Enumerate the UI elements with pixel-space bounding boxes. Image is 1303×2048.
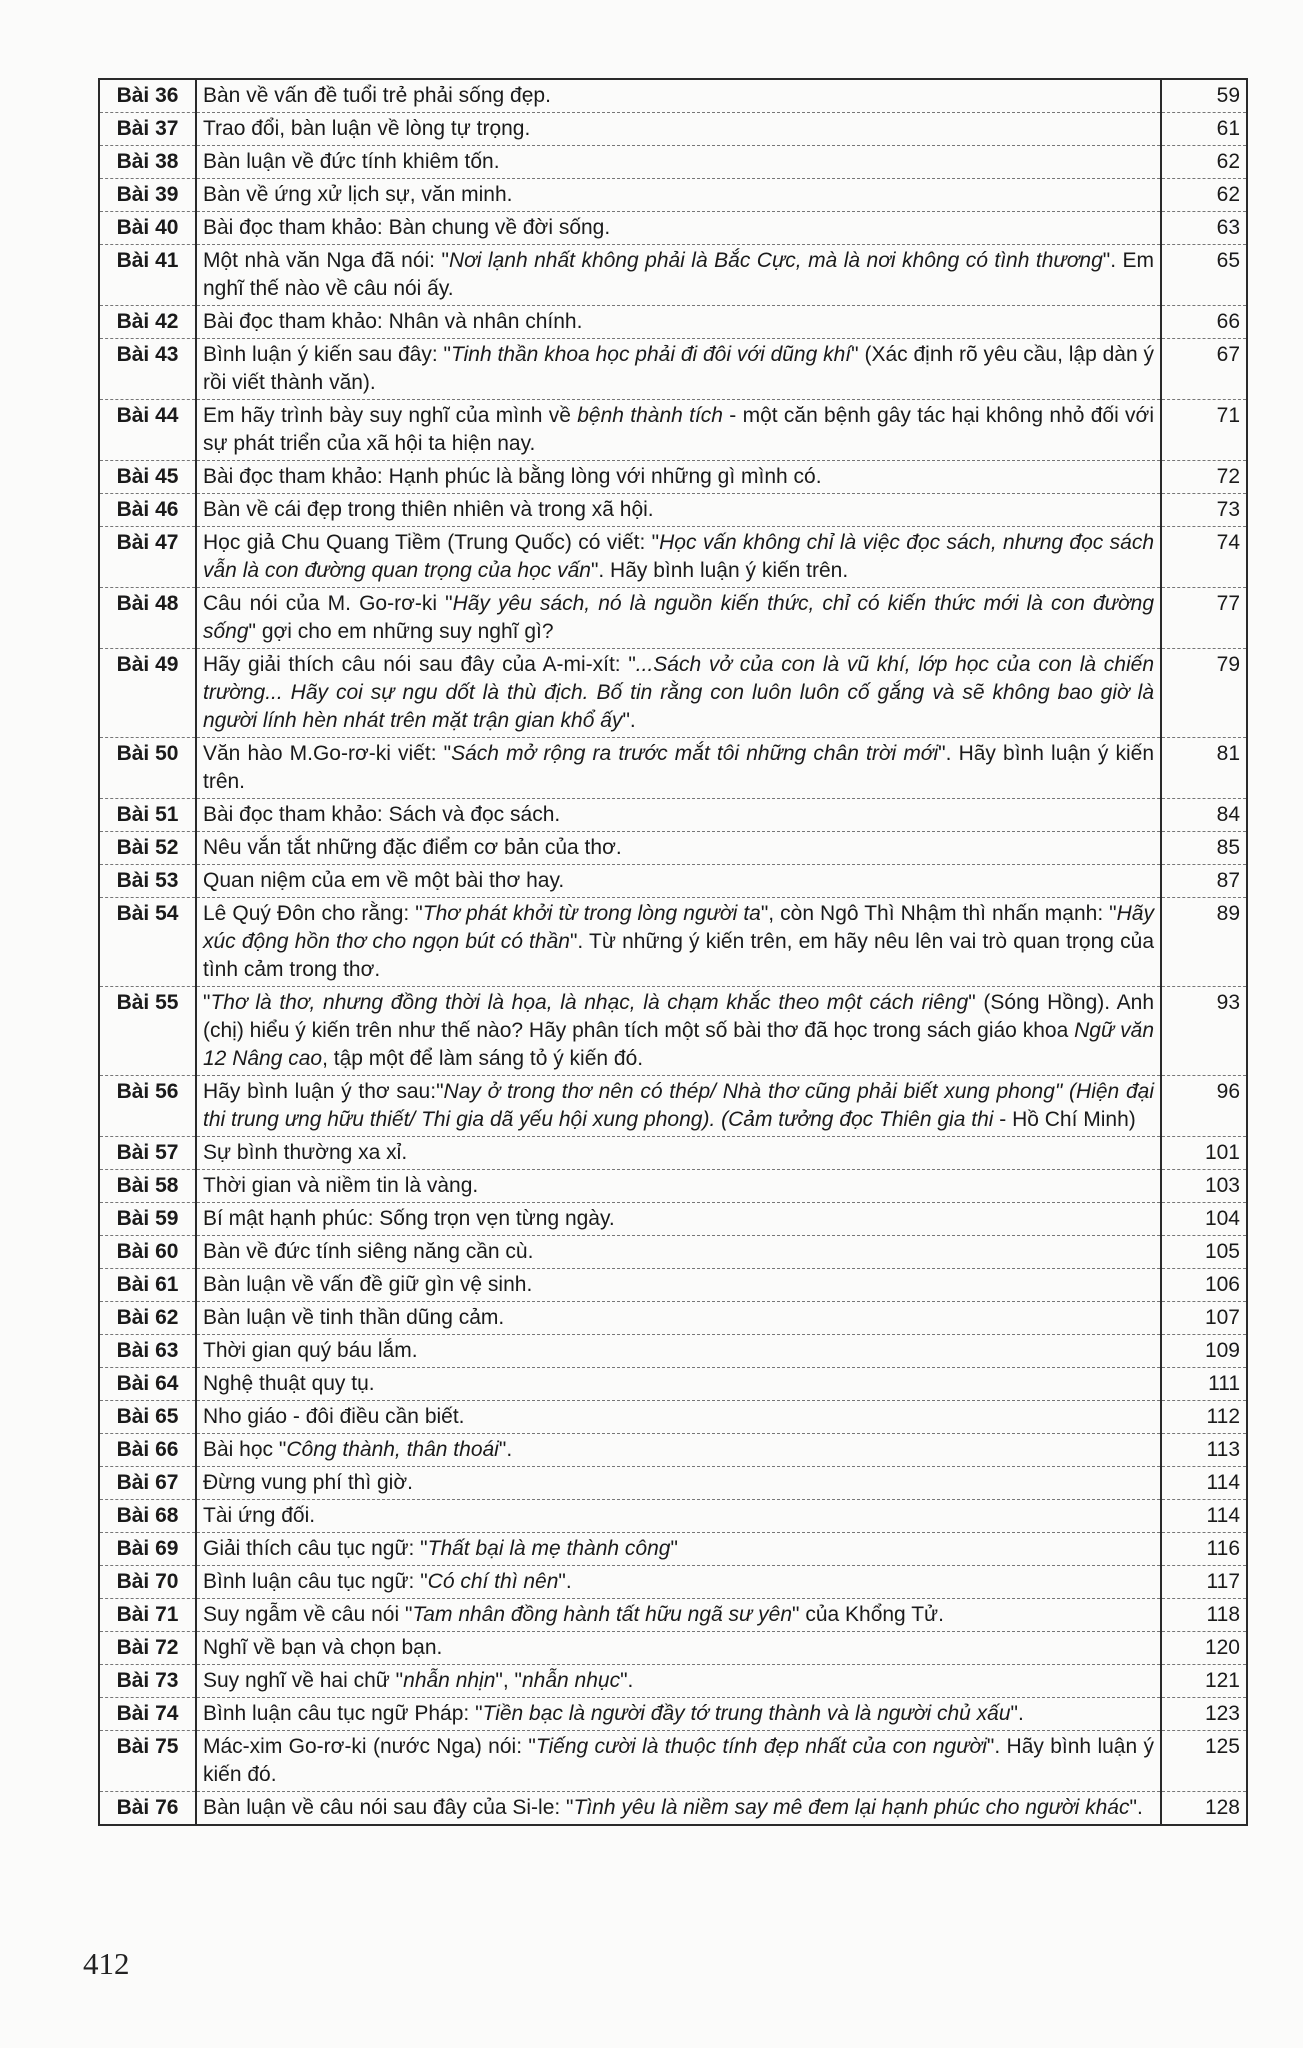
lesson-page: 114 xyxy=(1161,1467,1247,1500)
lesson-number: Bài 51 xyxy=(99,799,196,832)
lesson-page: 116 xyxy=(1161,1533,1247,1566)
title-text-part: ". Hãy bình luận ý kiến đó. xyxy=(203,1735,1154,1786)
lesson-title xyxy=(196,212,1161,245)
title-text-part: Bình luận câu tục ngữ Pháp: " xyxy=(203,1702,483,1725)
lesson-number: Bài 41 xyxy=(99,245,196,306)
lesson-title xyxy=(196,1368,1161,1401)
title-text-part: Bài đọc tham khảo: Sách và đọc sách. xyxy=(203,803,561,826)
title-italic-part: Tam nhân đồng hành tất hữu ngã sư yên xyxy=(412,1603,793,1626)
lesson-page: 62 xyxy=(1161,146,1247,179)
title-text-part: Thời gian quý báu lắm. xyxy=(203,1339,418,1362)
title-italic-part: Tiếng cười là thuộc tính đẹp nhất của con người xyxy=(535,1735,987,1758)
title-text-part: Suy ngẫm về câu nói " xyxy=(203,1603,413,1626)
title-text-part: Bàn luận về đức tính khiêm tốn. xyxy=(203,150,500,173)
title-italic-part: Tình yêu là niềm say mê đem lại hạnh phúc cho người khác xyxy=(573,1796,1130,1819)
lesson-number: Bài 47 xyxy=(99,527,196,588)
lesson-title xyxy=(196,1731,1161,1792)
lesson-page: 59 xyxy=(1161,79,1247,113)
lesson-number: Bài 68 xyxy=(99,1500,196,1533)
title-text-part: , tập một để làm sáng tỏ ý kiến đó. xyxy=(322,1047,644,1070)
toc-row xyxy=(99,1731,1247,1792)
lesson-page: 101 xyxy=(1161,1137,1247,1170)
lesson-number: Bài 36 xyxy=(99,79,196,113)
lesson-page: 79 xyxy=(1161,649,1247,738)
lesson-title xyxy=(196,1467,1161,1500)
toc-row xyxy=(99,1500,1247,1533)
toc-row xyxy=(99,1792,1247,1826)
toc-row xyxy=(99,1170,1247,1203)
toc-row xyxy=(99,832,1247,865)
lesson-number: Bài 48 xyxy=(99,588,196,649)
lesson-number: Bài 45 xyxy=(99,461,196,494)
title-text-part: Sự bình thường xa xỉ. xyxy=(203,1141,408,1164)
lesson-number: Bài 69 xyxy=(99,1533,196,1566)
lesson-number: Bài 38 xyxy=(99,146,196,179)
toc-body xyxy=(99,79,1247,1825)
lesson-number: Bài 73 xyxy=(99,1665,196,1698)
title-text-part: Nêu vắn tắt những đặc điểm cơ bản của thơ. xyxy=(203,836,622,859)
lesson-title xyxy=(196,649,1161,738)
toc-row xyxy=(99,461,1247,494)
lesson-number: Bài 55 xyxy=(99,987,196,1076)
title-text-part: " gợi cho em những suy nghĩ gì? xyxy=(248,620,554,643)
lesson-page: 103 xyxy=(1161,1170,1247,1203)
toc-row xyxy=(99,1698,1247,1731)
toc-row xyxy=(99,494,1247,527)
title-text-part: Nho giáo - đôi điều cần biết. xyxy=(203,1405,465,1428)
title-text-part: ". xyxy=(498,1438,513,1461)
lesson-page: 112 xyxy=(1161,1401,1247,1434)
title-text-part: " xyxy=(203,991,211,1014)
title-italic-part: nhẫn nhục xyxy=(521,1669,621,1692)
title-text-part: Mác-xim Go-rơ-ki (nước Nga) nói: " xyxy=(203,1735,536,1758)
title-text-part: ". xyxy=(622,709,636,732)
title-italic-part: Có chí thì nên xyxy=(427,1570,559,1593)
lesson-page: 109 xyxy=(1161,1335,1247,1368)
lesson-page: 117 xyxy=(1161,1566,1247,1599)
toc-row xyxy=(99,799,1247,832)
lesson-number: Bài 59 xyxy=(99,1203,196,1236)
lesson-number: Bài 39 xyxy=(99,179,196,212)
title-text-part: Bàn luận về vấn đề giữ gìn vệ sinh. xyxy=(203,1273,533,1296)
lesson-title xyxy=(196,1269,1161,1302)
lesson-page: 84 xyxy=(1161,799,1247,832)
title-italic-part: Học vấn không chỉ là việc đọc sách, nhưng đọc sách vẫn là con đường quan trọng của học vấn xyxy=(203,531,1154,582)
title-text-part: Hãy bình luận ý thơ sau:" xyxy=(203,1080,444,1103)
lesson-number: Bài 54 xyxy=(99,898,196,987)
lesson-number: Bài 71 xyxy=(99,1599,196,1632)
toc-row xyxy=(99,179,1247,212)
lesson-page: 72 xyxy=(1161,461,1247,494)
title-italic-part: Nơi lạnh nhất không phải là Bắc Cực, mà là nơi không có tình thương xyxy=(448,249,1103,272)
toc-row xyxy=(99,400,1247,461)
title-text-part: Bí mật hạnh phúc: Sống trọn vẹn từng ngày. xyxy=(203,1207,615,1230)
lesson-title xyxy=(196,113,1161,146)
lesson-title xyxy=(196,400,1161,461)
toc-row xyxy=(99,1302,1247,1335)
title-text-part: Đừng vung phí thì giờ. xyxy=(203,1471,413,1494)
lesson-page: 63 xyxy=(1161,212,1247,245)
lesson-number: Bài 61 xyxy=(99,1269,196,1302)
page-number: 412 xyxy=(83,1946,130,1981)
toc-row xyxy=(99,1632,1247,1665)
lesson-title xyxy=(196,987,1161,1076)
lesson-number: Bài 64 xyxy=(99,1368,196,1401)
title-text-part: Trao đổi, bàn luận về lòng tự trọng. xyxy=(203,117,531,140)
lesson-title xyxy=(196,79,1161,113)
lesson-number: Bài 62 xyxy=(99,1302,196,1335)
toc-row xyxy=(99,1269,1247,1302)
title-text-part: Nghệ thuật quy tụ. xyxy=(203,1372,375,1395)
title-italic-part: Thơ là thơ, nhưng đồng thời là họa, là nhạc, là chạm khắc theo một cách riêng xyxy=(210,991,969,1014)
title-text-part: Quan niệm của em về một bài thơ hay. xyxy=(203,869,565,892)
lesson-page: 121 xyxy=(1161,1665,1247,1698)
toc-row xyxy=(99,212,1247,245)
title-text-part: " của Khổng Tử. xyxy=(792,1603,944,1626)
title-text-part: ". xyxy=(558,1570,572,1593)
lesson-title xyxy=(196,1665,1161,1698)
title-italic-part: Tiền bạc là người đầy tớ trung thành và là người chủ xấu xyxy=(482,1702,1011,1725)
toc-row xyxy=(99,1236,1247,1269)
toc-row xyxy=(99,527,1247,588)
title-text-part: Bàn luận về tinh thần dũng cảm. xyxy=(203,1306,505,1329)
lesson-page: 114 xyxy=(1161,1500,1247,1533)
lesson-title xyxy=(196,1434,1161,1467)
lesson-page: 93 xyxy=(1161,987,1247,1076)
lesson-page: 118 xyxy=(1161,1599,1247,1632)
lesson-page: 67 xyxy=(1161,339,1247,400)
title-italic-part: Tinh thần khoa học phải đi đôi với dũng khí xyxy=(450,343,852,366)
lesson-page: 107 xyxy=(1161,1302,1247,1335)
lesson-number: Bài 60 xyxy=(99,1236,196,1269)
lesson-title xyxy=(196,1792,1161,1826)
title-text-part: ". Em nghĩ thế nào về câu nói ấy. xyxy=(203,249,1155,300)
lesson-number: Bài 53 xyxy=(99,865,196,898)
title-text-part: Tài ứng đối. xyxy=(203,1504,316,1527)
title-text-part: ", " xyxy=(495,1669,522,1692)
title-text-part: Thời gian và niềm tin là vàng. xyxy=(203,1174,479,1197)
lesson-page: 87 xyxy=(1161,865,1247,898)
title-text-part: ", còn Ngô Thì Nhậm thì nhấn mạnh: " xyxy=(760,902,1117,925)
lesson-page: 65 xyxy=(1161,245,1247,306)
lesson-page: 128 xyxy=(1161,1792,1247,1826)
lesson-title xyxy=(196,799,1161,832)
lesson-title xyxy=(196,1076,1161,1137)
title-text-part: " (Xác định rõ yêu cầu, lập dàn ý rồi viết thành văn). xyxy=(203,343,1154,394)
lesson-page: 66 xyxy=(1161,306,1247,339)
lesson-title xyxy=(196,738,1161,799)
lesson-page: 61 xyxy=(1161,113,1247,146)
lesson-number: Bài 76 xyxy=(99,1792,196,1826)
toc-row xyxy=(99,1434,1247,1467)
toc-row xyxy=(99,339,1247,400)
lesson-page: 77 xyxy=(1161,588,1247,649)
toc-row xyxy=(99,1599,1247,1632)
title-text-part: Văn hào M.Go-rơ-ki viết: " xyxy=(203,742,452,765)
lesson-title xyxy=(196,494,1161,527)
title-text-part: Bài đọc tham khảo: Bàn chung về đời sống. xyxy=(203,216,611,239)
title-text-part: Câu nói của M. Go-rơ-ki " xyxy=(203,592,453,615)
toc-row xyxy=(99,1368,1247,1401)
lesson-title xyxy=(196,1533,1161,1566)
title-text-part: Nghĩ về bạn và chọn bạn. xyxy=(203,1636,443,1659)
lesson-page: 73 xyxy=(1161,494,1247,527)
lesson-number: Bài 58 xyxy=(99,1170,196,1203)
title-text-part: Bài học " xyxy=(203,1438,287,1461)
toc-row xyxy=(99,1401,1247,1434)
title-italic-part: Thơ phát khởi từ trong lòng người ta xyxy=(422,902,761,925)
title-italic-part: bệnh thành tích xyxy=(577,404,723,427)
lesson-number: Bài 46 xyxy=(99,494,196,527)
title-italic-part: Hãy yêu sách, nó là nguồn kiến thức, chỉ có kiến thức mới là con đường sống xyxy=(203,592,1154,643)
toc-row xyxy=(99,1665,1247,1698)
lesson-page: 74 xyxy=(1161,527,1247,588)
toc-row xyxy=(99,146,1247,179)
lesson-title xyxy=(196,832,1161,865)
title-italic-part: ...Sách vở của con là vũ khí, lớp học của con là chiến trường... Hãy coi sự ngu dốt là thù địch. Bố tin rằng con luôn luôn cố gắng và sẽ không bao giờ là người lính hèn nhát trên mặt trận gian khổ ấy xyxy=(203,653,1155,732)
lesson-title xyxy=(196,1335,1161,1368)
toc-row xyxy=(99,588,1247,649)
title-italic-part: Hãy xúc động hồn thơ cho ngọn bút có thần xyxy=(203,902,1154,953)
lesson-page: 120 xyxy=(1161,1632,1247,1665)
lesson-title xyxy=(196,461,1161,494)
toc-row xyxy=(99,649,1247,738)
title-text-part: Bàn về cái đẹp trong thiên nhiên và trong xã hội. xyxy=(203,498,654,521)
lesson-number: Bài 74 xyxy=(99,1698,196,1731)
lesson-number: Bài 40 xyxy=(99,212,196,245)
lesson-page: 111 xyxy=(1161,1368,1247,1401)
lesson-title xyxy=(196,1401,1161,1434)
title-text-part: Bình luận ý kiến sau đây: " xyxy=(203,343,451,366)
toc-row xyxy=(99,79,1247,113)
lesson-page: 125 xyxy=(1161,1731,1247,1792)
title-text-part: Bài đọc tham khảo: Nhân và nhân chính. xyxy=(203,310,583,333)
toc-row xyxy=(99,1566,1247,1599)
toc-row xyxy=(99,1533,1247,1566)
title-italic-part: Ngữ văn 12 Nâng cao xyxy=(203,1019,1154,1070)
lesson-page: 104 xyxy=(1161,1203,1247,1236)
lesson-number: Bài 63 xyxy=(99,1335,196,1368)
title-text-part: Bàn về đức tính siêng năng cần cù. xyxy=(203,1240,534,1263)
lesson-number: Bài 67 xyxy=(99,1467,196,1500)
lesson-number: Bài 49 xyxy=(99,649,196,738)
lesson-number: Bài 75 xyxy=(99,1731,196,1792)
title-text-part: " xyxy=(670,1537,678,1560)
title-italic-part: Công thành, thân thoái xyxy=(286,1438,499,1461)
title-text-part: ". xyxy=(1010,1702,1024,1725)
toc-row xyxy=(99,1137,1247,1170)
toc-row xyxy=(99,738,1247,799)
title-text-part: Bàn về vấn đề tuổi trẻ phải sống đẹp. xyxy=(203,84,551,107)
lesson-page: 62 xyxy=(1161,179,1247,212)
toc-row xyxy=(99,245,1247,306)
toc-row xyxy=(99,987,1247,1076)
lesson-page: 106 xyxy=(1161,1269,1247,1302)
lesson-number: Bài 57 xyxy=(99,1137,196,1170)
lesson-title xyxy=(196,1203,1161,1236)
lesson-title xyxy=(196,339,1161,400)
title-italic-part: nhẫn nhịn xyxy=(403,1669,496,1692)
title-text-part: ". Hãy bình luận ý kiến trên. xyxy=(590,559,849,582)
lesson-number: Bài 72 xyxy=(99,1632,196,1665)
lesson-title xyxy=(196,1698,1161,1731)
lesson-title xyxy=(196,1236,1161,1269)
lesson-title xyxy=(196,179,1161,212)
lesson-title xyxy=(196,527,1161,588)
lesson-title xyxy=(196,898,1161,987)
toc-row xyxy=(99,1335,1247,1368)
title-text-part: Bàn luận về câu nói sau đây của Si-le: " xyxy=(203,1796,574,1819)
toc-row xyxy=(99,865,1247,898)
lesson-title xyxy=(196,865,1161,898)
title-text-part: Lê Quý Đôn cho rằng: " xyxy=(203,902,423,925)
toc-row xyxy=(99,898,1247,987)
title-text-part: Một nhà văn Nga đã nói: " xyxy=(203,249,449,272)
lesson-title xyxy=(196,1137,1161,1170)
title-text-part: Bình luận câu tục ngữ: " xyxy=(203,1570,428,1593)
lesson-number: Bài 43 xyxy=(99,339,196,400)
title-text-part: - Hồ Chí Minh) xyxy=(993,1108,1136,1131)
lesson-title xyxy=(196,1500,1161,1533)
lesson-number: Bài 37 xyxy=(99,113,196,146)
lesson-number: Bài 56 xyxy=(99,1076,196,1137)
title-text-part: ". Từ những ý kiến trên, em hãy nêu lên vai trò quan trọng của tình cảm trong thơ. xyxy=(203,930,1155,981)
lesson-number: Bài 70 xyxy=(99,1566,196,1599)
toc-row xyxy=(99,306,1247,339)
lesson-page: 89 xyxy=(1161,898,1247,987)
toc-row xyxy=(99,1076,1247,1137)
lesson-title xyxy=(196,245,1161,306)
title-text-part: ". xyxy=(620,1669,634,1692)
lesson-title xyxy=(196,1566,1161,1599)
lesson-page: 81 xyxy=(1161,738,1247,799)
lesson-title xyxy=(196,1170,1161,1203)
title-text-part: Em hãy trình bày suy nghĩ của mình về xyxy=(203,404,578,427)
title-italic-part: Thất bại là mẹ thành công xyxy=(427,1537,671,1560)
lesson-number: Bài 66 xyxy=(99,1434,196,1467)
title-text-part: - một căn bệnh gây tác hại không nhỏ đối với sự phát triển của xã hội ta hiện nay. xyxy=(203,404,1154,455)
lesson-title xyxy=(196,306,1161,339)
title-italic-part: Sách mở rộng ra trước mắt tôi những chân trời mới xyxy=(451,742,939,765)
lesson-page: 85 xyxy=(1161,832,1247,865)
toc-row xyxy=(99,1203,1247,1236)
lesson-page: 105 xyxy=(1161,1236,1247,1269)
lesson-number: Bài 50 xyxy=(99,738,196,799)
lesson-title xyxy=(196,1632,1161,1665)
title-text-part: Bài đọc tham khảo: Hạnh phúc là bằng lòng với những gì mình có. xyxy=(203,465,822,488)
title-text-part: ". Hãy bình luận ý kiến trên. xyxy=(203,742,1154,793)
toc-row xyxy=(99,1467,1247,1500)
title-text-part: Suy nghĩ về hai chữ " xyxy=(203,1669,404,1692)
lesson-page: 113 xyxy=(1161,1434,1247,1467)
title-text-part: Học giả Chu Quang Tiềm (Trung Quốc) có viết: " xyxy=(203,531,660,554)
lesson-number: Bài 52 xyxy=(99,832,196,865)
lesson-title xyxy=(196,1599,1161,1632)
lesson-number: Bài 65 xyxy=(99,1401,196,1434)
table-of-contents xyxy=(98,78,1248,1826)
title-text-part: Bàn về ứng xử lịch sự, văn minh. xyxy=(203,183,513,206)
lesson-title xyxy=(196,1302,1161,1335)
lesson-page: 71 xyxy=(1161,400,1247,461)
title-text-part: Hãy giải thích câu nói sau đây của A-mi-xít: " xyxy=(203,653,636,676)
lesson-page: 96 xyxy=(1161,1076,1247,1137)
title-text-part: ". xyxy=(1129,1796,1143,1819)
title-text-part: " (Sóng Hồng). Anh (chị) hiểu ý kiến trên như thế nào? Hãy phân tích một số bài thơ đã học trong sách giáo khoa xyxy=(203,991,1154,1042)
title-text-part: Giải thích câu tục ngữ: " xyxy=(203,1537,428,1560)
toc-row xyxy=(99,113,1247,146)
lesson-number: Bài 42 xyxy=(99,306,196,339)
lesson-title xyxy=(196,588,1161,649)
lesson-title xyxy=(196,146,1161,179)
lesson-page: 123 xyxy=(1161,1698,1247,1731)
title-italic-part: Nay ở trong thơ nên có thép/ Nhà thơ cũng phải biết xung phong" (Hiện đại thi trung ưng hữu thiết/ Thi gia dã yếu hội xung phong). (Cảm tưởng đọc Thiên gia thi xyxy=(203,1080,1154,1131)
lesson-number: Bài 44 xyxy=(99,400,196,461)
